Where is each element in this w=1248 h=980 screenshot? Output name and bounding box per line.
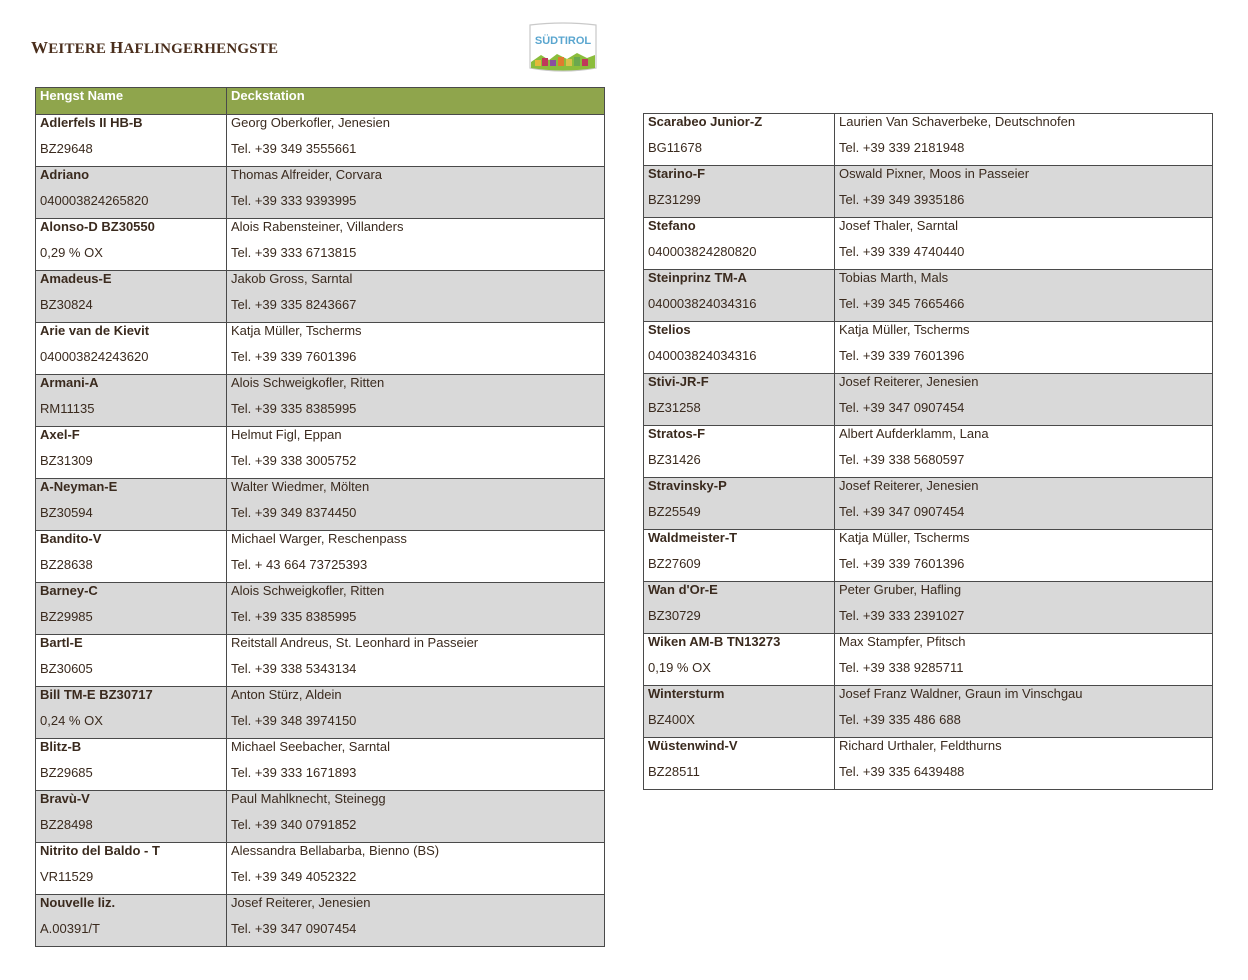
stallion-name: Bartl-E [40,635,83,650]
stallion-cell [644,530,835,582]
stallion-name: Amadeus-E [40,271,112,286]
stallion-cell [644,634,835,686]
stallion-id: BZ28498 [40,817,93,832]
stallion-cell [644,582,835,634]
table-row [644,582,1213,634]
stud-phone: Tel. +39 333 6713815 [231,245,357,260]
stud-station: Josef Reiterer, Jenesien [839,478,979,493]
stallion-name: Stefano [648,218,696,233]
stallion-id: BZ25549 [648,504,701,519]
stud-station: Josef Franz Waldner, Graun im Vinschgau [839,686,1083,701]
stud-station: Reitstall Andreus, St. Leonhard in Passeier [231,635,479,650]
stallion-name: Nouvelle liz. [40,895,116,910]
stud-station: Jakob Gross, Sarntal [231,271,353,286]
station-cell [227,687,605,739]
stallion-id: BZ31258 [648,400,701,415]
station-cell [835,374,1213,426]
stud-phone: Tel. +39 347 0907454 [839,504,965,519]
stud-station: Michael Seebacher, Sarntal [231,739,390,754]
station-cell [227,635,605,687]
station-cell [835,218,1213,270]
title-initial-1: W [31,38,49,57]
stud-station: Walter Wiedmer, Mölten [231,479,370,494]
title-part-1: EITERE [48,41,111,57]
stud-station: Laurien Van Schaverbeke, Deutschnofen [839,114,1076,129]
stallion-id: BZ31426 [648,452,701,467]
stallion-id: VR11529 [40,869,94,884]
stud-station: Richard Urthaler, Feldthurns [839,738,1002,753]
station-cell [835,426,1213,478]
title-initial-2: H [110,38,124,57]
stud-phone: Tel. +39 345 7665466 [839,296,965,311]
station-cell [227,219,605,271]
stallion-id: RM11135 [40,401,95,416]
stallion-id: 0,24 % OX [40,713,103,728]
stud-phone: Tel. +39 338 9285711 [839,660,964,675]
stallion-id: BZ29685 [40,765,93,780]
stallion-name: Stravinsky-P [648,478,727,493]
station-cell [835,478,1213,530]
stallion-id: BZ30605 [40,661,93,676]
stallion-cell [36,375,227,427]
stallion-cell [36,479,227,531]
table-row [644,738,1213,790]
stallion-name: Bandito-V [40,531,102,546]
stallion-name: Starino-F [648,166,706,181]
stud-station: Alois Schweigkofler, Ritten [231,375,385,390]
stud-phone: Tel. +39 333 9393995 [231,193,357,208]
stallion-id: BZ30824 [40,297,93,312]
stud-phone: Tel. +39 335 486 688 [839,712,961,727]
table-row [644,114,1213,166]
stallion-cell [36,583,227,635]
stallion-name: Steinprinz TM-A [648,270,747,285]
stallion-name: Axel-F [40,427,80,442]
stallion-id: 040003824034316 [648,348,757,363]
stallion-table-left [35,87,605,947]
table-row [36,791,605,843]
stallion-name: Bill TM-E BZ30717 [40,687,153,702]
stallion-cell [644,686,835,738]
stud-phone: Tel. +39 338 5343134 [231,661,357,676]
stallion-name: Wan d'Or-E [648,582,718,597]
table-row [36,843,605,895]
table-header-row [36,88,605,115]
station-cell [227,427,605,479]
table-row [644,634,1213,686]
stud-phone: Tel. +39 335 6439488 [839,764,965,779]
stud-station: Oswald Pixner, Moos in Passeier [839,166,1030,181]
station-cell [835,270,1213,322]
stud-station: Tobias Marth, Mals [839,270,949,285]
stud-station: Josef Thaler, Sarntal [839,218,958,233]
table-row [644,530,1213,582]
table-row [36,687,605,739]
stallion-name: Adriano [40,167,90,182]
station-cell [835,634,1213,686]
stallion-cell [644,218,835,270]
stallion-name: Stratos-F [648,426,706,441]
station-cell [227,375,605,427]
stud-station: Helmut Figl, Eppan [231,427,342,442]
stallion-id: BG11678 [648,140,702,155]
table-row [36,375,605,427]
table-row [36,167,605,219]
stallion-name: Wiken AM-B TN13273 [648,634,781,649]
stallion-id: BZ31299 [648,192,701,207]
table-row [36,219,605,271]
stud-station: Katja Müller, Tscherms [231,323,362,338]
stud-phone: Tel. +39 349 3555661 [231,141,357,156]
stud-station: Albert Aufderklamm, Lana [839,426,989,441]
stud-station: Max Stampfer, Pfitsch [839,634,966,649]
stallion-id: BZ28511 [648,764,700,779]
stud-station: Thomas Alfreider, Corvara [231,167,383,182]
table-row [36,531,605,583]
stud-station: Anton Stürz, Aldein [231,687,342,702]
stallion-id: BZ30594 [40,505,93,520]
stallion-name: Bravù-V [40,791,90,806]
stud-station: Paul Mahlknecht, Steinegg [231,791,386,806]
stud-phone: Tel. + 43 664 73725393 [231,557,368,572]
suedtirol-logo-graphic [527,22,599,74]
stallion-cell [644,478,835,530]
station-cell [227,583,605,635]
table-row [644,270,1213,322]
stud-station: Josef Reiterer, Jenesien [231,895,371,910]
stud-station: Peter Gruber, Hafling [839,582,962,597]
stud-station: Josef Reiterer, Jenesien [839,374,979,389]
stallion-id: 040003824280820 [648,244,757,259]
stallion-cell [36,323,227,375]
stallion-name: Scarabeo Junior-Z [648,114,763,129]
station-cell [227,791,605,843]
stallion-name: Nitrito del Baldo - T [40,843,160,858]
stallion-name: Waldmeister-T [648,530,738,545]
stallion-cell [36,843,227,895]
station-cell [227,115,605,167]
stud-phone: Tel. +39 335 8385995 [231,401,357,416]
table-row [36,739,605,791]
station-cell [227,739,605,791]
table-row [644,322,1213,374]
station-cell [835,114,1213,166]
stallion-name: Alonso-D BZ30550 [40,219,155,234]
table-row [36,583,605,635]
stallion-cell [36,271,227,323]
stallion-cell [644,374,835,426]
stallion-name: Stelios [648,322,691,337]
stallion-id: 0,29 % OX [40,245,103,260]
stallion-name: Blitz-B [40,739,82,754]
stud-phone: Tel. +39 333 1671893 [231,765,357,780]
table-row [36,635,605,687]
stud-phone: Tel. +39 347 0907454 [231,921,357,936]
station-cell [835,530,1213,582]
stallion-cell [644,322,835,374]
stud-phone: Tel. +39 349 3935186 [839,192,965,207]
stallion-name: Wüstenwind-V [648,738,738,753]
stallion-cell [36,687,227,739]
stallion-table-right [643,113,1213,790]
stud-station: Georg Oberkofler, Jenesien [231,115,390,130]
station-cell [227,271,605,323]
stud-phone: Tel. +39 339 2181948 [839,140,965,155]
stallion-name: Arie van de Kievit [40,323,150,338]
table-row [644,166,1213,218]
station-cell [227,895,605,947]
table-row [36,479,605,531]
station-cell [227,479,605,531]
table-row [36,427,605,479]
stallion-cell [36,427,227,479]
column-header-station: Deckstation [227,88,605,115]
stud-phone: Tel. +39 339 4740440 [839,244,965,259]
stud-phone: Tel. +39 339 7601396 [231,349,357,364]
table-row [36,323,605,375]
logo-text: SÜDTIROL [534,35,592,47]
stallion-cell [36,791,227,843]
stallion-id: BZ28638 [40,557,93,572]
table-row [644,218,1213,270]
stallion-name: Stivi-JR-F [648,374,709,389]
stallion-name: Adlerfels II HB-B [40,115,143,130]
stud-phone: Tel. +39 347 0907454 [839,400,965,415]
stallion-cell [644,166,835,218]
table-row [36,271,605,323]
stud-phone: Tel. +39 339 7601396 [839,556,965,571]
stud-phone: Tel. +39 349 4052322 [231,869,357,884]
stallion-cell [36,895,227,947]
stud-station: Alessandra Bellabarba, Bienno (BS) [231,843,440,858]
stallion-cell [36,635,227,687]
stallion-id: 0,19 % OX [648,660,711,675]
column-header-name: Hengst Name [36,88,227,115]
table-row [644,686,1213,738]
stallion-cell [644,426,835,478]
station-cell [227,843,605,895]
suedtirol-logo [527,22,599,74]
stallion-id: 040003824034316 [648,296,757,311]
stud-phone: Tel. +39 338 3005752 [231,453,357,468]
stallion-id: 040003824243620 [40,349,149,364]
stud-phone: Tel. +39 340 0791852 [231,817,357,832]
stallion-cell [36,219,227,271]
stud-station: Michael Warger, Reschenpass [231,531,407,546]
stallion-id: BZ29985 [40,609,93,624]
station-cell [835,166,1213,218]
stallion-id: BZ27609 [648,556,701,571]
table-row [36,115,605,167]
stallion-name: Wintersturm [648,686,725,701]
table-row [36,895,605,947]
stud-station: Alois Schweigkofler, Ritten [231,583,385,598]
station-cell [835,738,1213,790]
stallion-id: 040003824265820 [40,193,149,208]
stallion-name: Armani-A [40,375,99,390]
stallion-id: BZ400X [648,712,695,727]
stallion-cell [36,167,227,219]
title-part-2: AFLINGERHENGSTE [123,41,279,57]
stallion-cell [644,114,835,166]
stallion-id: BZ29648 [40,141,93,156]
table-row [644,478,1213,530]
stallion-name: A-Neyman-E [40,479,118,494]
stud-phone: Tel. +39 339 7601396 [839,348,965,363]
stud-phone: Tel. +39 338 5680597 [839,452,965,467]
station-cell [835,322,1213,374]
stud-station: Katja Müller, Tscherms [839,322,970,337]
stallion-id: BZ30729 [648,608,701,623]
stud-phone: Tel. +39 333 2391027 [839,608,965,623]
station-cell [227,323,605,375]
stud-phone: Tel. +39 335 8385995 [231,609,357,624]
stallion-cell [644,738,835,790]
station-cell [227,167,605,219]
page-title [31,38,278,58]
table-row [644,374,1213,426]
stallion-cell [644,270,835,322]
stud-phone: Tel. +39 335 8243667 [231,297,357,312]
stallion-cell [36,739,227,791]
stallion-id: BZ31309 [40,453,93,468]
station-cell [227,531,605,583]
stallion-name: Barney-C [40,583,98,598]
stallion-cell [36,115,227,167]
stallion-cell [36,531,227,583]
stud-station: Alois Rabensteiner, Villanders [231,219,404,234]
stud-phone: Tel. +39 349 8374450 [231,505,357,520]
table-row [644,426,1213,478]
stallion-id: A.00391/T [40,921,100,936]
station-cell [835,686,1213,738]
stud-station: Katja Müller, Tscherms [839,530,970,545]
stud-phone: Tel. +39 348 3974150 [231,713,357,728]
station-cell [835,582,1213,634]
